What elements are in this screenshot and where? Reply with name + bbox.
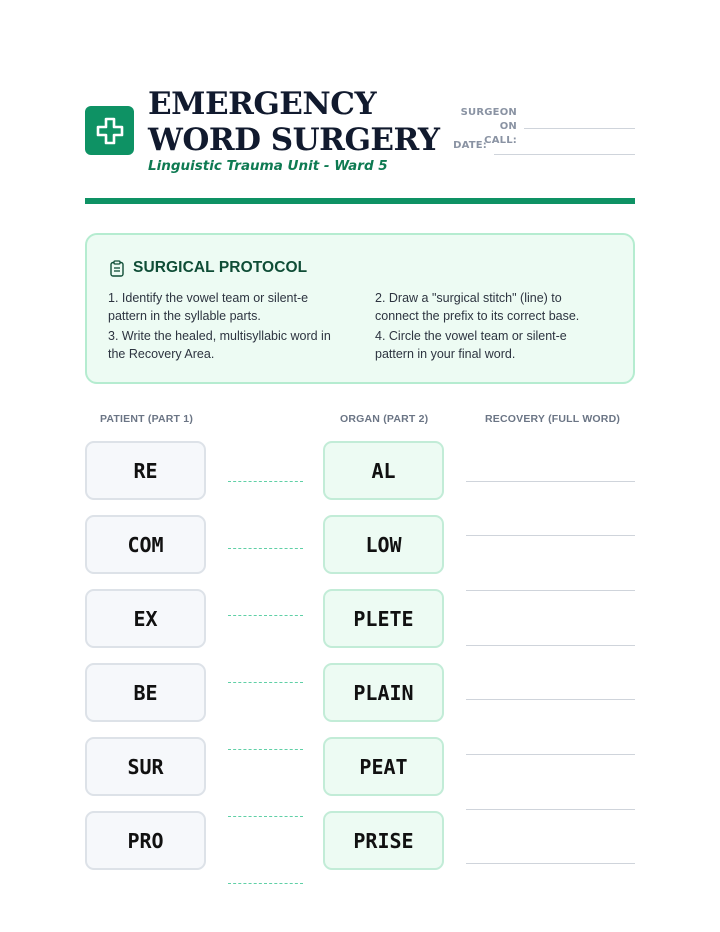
organ-tile[interactable]: PLAIN — [323, 663, 444, 722]
surgeon-label-line-2: CALL: — [484, 135, 517, 146]
title-line-2: WORD SURGERY — [148, 122, 440, 158]
stitch-line[interactable] — [228, 749, 303, 750]
recovery-answer-line[interactable] — [466, 809, 635, 810]
organ-tile[interactable]: LOW — [323, 515, 444, 574]
patient-tile[interactable]: COM — [85, 515, 206, 574]
step-4-line-1: 4. Circle the vowel team or silent-e — [375, 329, 567, 343]
stitch-line[interactable] — [228, 883, 303, 884]
medical-cross-logo — [85, 106, 134, 155]
protocol-title: SURGICAL PROTOCOL — [133, 259, 308, 276]
recovery-answer-line[interactable] — [466, 535, 635, 536]
date-input-line[interactable] — [494, 154, 635, 155]
step-1-line-2: pattern in the syllable parts. — [108, 309, 261, 323]
patient-column-header: PATIENT (PART 1) — [100, 413, 194, 425]
protocol-step-1 — [108, 289, 308, 325]
recovery-answer-line[interactable] — [466, 481, 635, 482]
organ-tile[interactable]: PEAT — [323, 737, 444, 796]
medical-cross-icon — [93, 114, 127, 148]
step-4-line-2: pattern in your final word. — [375, 347, 516, 361]
step-3-line-1: 3. Write the healed, multisyllabic word in — [108, 329, 331, 343]
recovery-answer-line[interactable] — [466, 863, 635, 864]
protocol-step-2 — [375, 289, 579, 325]
patient-tile[interactable]: RE — [85, 441, 206, 500]
step-3-line-2: the Recovery Area. — [108, 347, 215, 361]
recovery-answer-line[interactable] — [466, 699, 635, 700]
surgeon-label-line-1: SURGEON ON — [460, 107, 517, 132]
patient-tile[interactable]: EX — [85, 589, 206, 648]
recovery-column-header: RECOVERY (FULL WORD) — [485, 413, 621, 425]
organ-tile[interactable]: PRISE — [323, 811, 444, 870]
patient-tile[interactable]: PRO — [85, 811, 206, 870]
stitch-line[interactable] — [228, 816, 303, 817]
stitch-line[interactable] — [228, 481, 303, 482]
surgeon-input-line[interactable] — [524, 128, 635, 129]
organ-tile[interactable]: AL — [323, 441, 444, 500]
protocol-header — [109, 259, 307, 277]
recovery-answer-line[interactable] — [466, 590, 635, 591]
stitch-line[interactable] — [228, 615, 303, 616]
protocol-step-3 — [108, 327, 331, 363]
date-label: DATE: — [453, 140, 487, 151]
organ-column-header: ORGAN (PART 2) — [340, 413, 429, 425]
page-subtitle: Linguistic Trauma Unit - Ward 5 — [148, 158, 388, 174]
protocol-step-4 — [375, 327, 567, 363]
clipboard-icon — [109, 260, 125, 277]
step-1-line-1: 1. Identify the vowel team or silent-e — [108, 291, 309, 305]
stitch-line[interactable] — [228, 548, 303, 549]
recovery-answer-line[interactable] — [466, 754, 635, 755]
surgical-protocol-box — [85, 233, 635, 384]
header-divider — [85, 198, 635, 204]
organ-tile[interactable]: PLETE — [323, 589, 444, 648]
title-line-1: EMERGENCY — [148, 86, 377, 122]
step-2-line-2: connect the prefix to its correct base. — [375, 309, 580, 323]
stitch-line[interactable] — [228, 682, 303, 683]
page-title — [148, 86, 439, 158]
patient-tile[interactable]: SUR — [85, 737, 206, 796]
patient-tile[interactable]: BE — [85, 663, 206, 722]
recovery-answer-line[interactable] — [466, 645, 635, 646]
step-2-line-1: 2. Draw a "surgical stitch" (line) to — [375, 291, 562, 305]
